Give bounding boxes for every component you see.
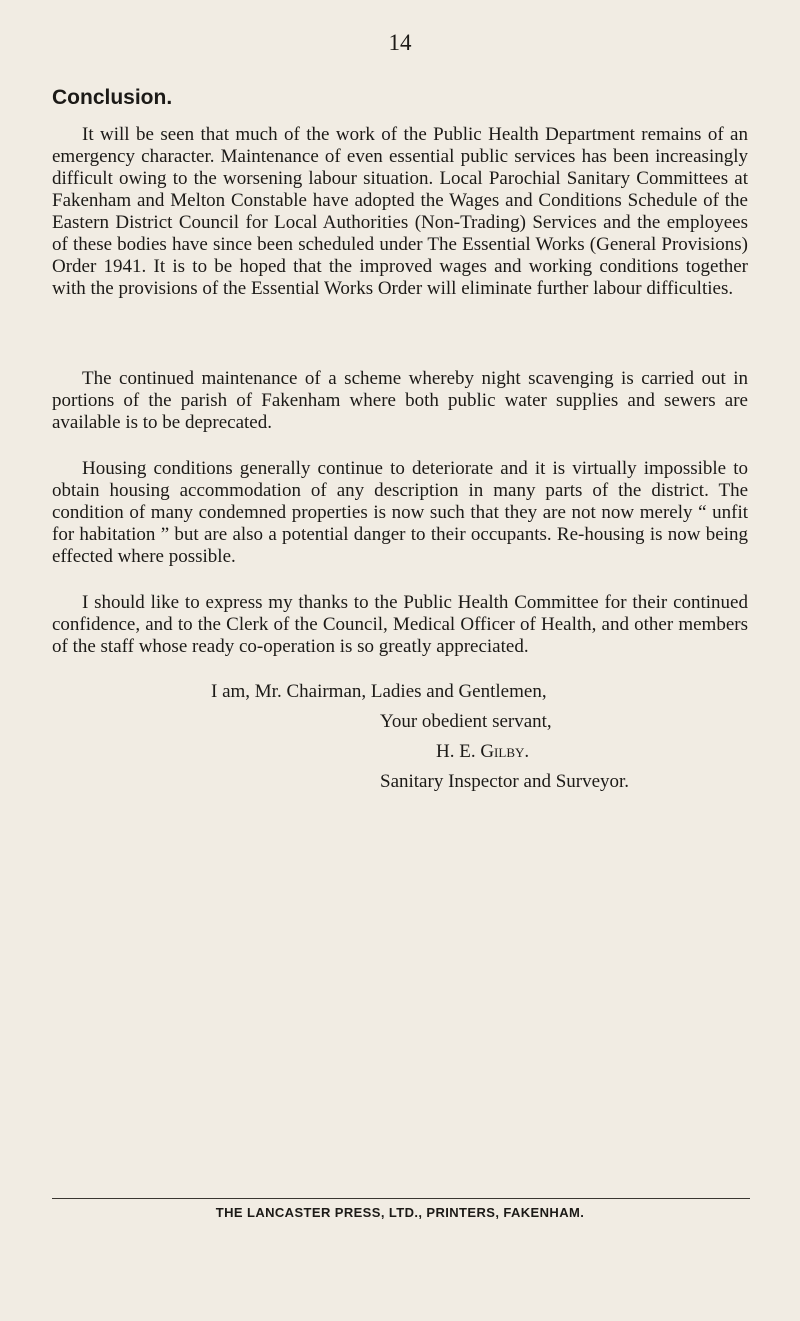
body-paragraph-labour: It will be seen that much of the work of the Public Health Department remains of an emergency character. Maintenance of even essential public services has been increasingly difficult owing to the worsening labour situation. Local Parochial Sanitary Committees at Fakenham and Melton Constable have adopted the Wages and Conditions Schedule of the Eastern District Council for Local Authorities (Non-Trading) Services and the employees of these bodies have since been scheduled under The Essential Works (General Provisions) Order 1941. It is to be hoped that the improved wages and working conditions together with the provisions of the Essential Works Order will eliminate further labour difficulties. — [52, 124, 748, 299]
page-number: 14 — [388, 30, 412, 55]
printer-imprint: THE LANCASTER PRESS, LTD., PRINTERS, FAKENHAM. — [215, 1205, 585, 1220]
body-paragraph-thanks: I should like to express my thanks to the Public Health Committee for their continued confidence, and to the Clerk of the Council, Medical Officer of Health, and other members of the staff whose ready co-operation is so greatly appreciated. — [52, 592, 748, 657]
signatory-title: Sanitary Inspector and Surveyor. — [380, 771, 630, 792]
section-heading: Conclusion. — [52, 86, 173, 109]
signatory-name: H. E. Gilby. — [436, 741, 530, 762]
body-paragraph-scavenging: The continued maintenance of a scheme whereby night scavenging is carried out in portions of the parish of Fakenham where both public water supplies and sewers are available is to be deprecated. — [52, 368, 748, 433]
closing-valediction: Your obedient servant, — [380, 711, 552, 732]
footer-rule — [52, 1198, 750, 1199]
body-paragraph-housing: Housing conditions generally continue to deteriorate and it is virtually impossible to obtain housing accommodation of any description in many parts of the district. The condition of many condemned properties is now such that they are not now merely “ unfit for habitation ” but are also a potential danger to their occupants. Re-housing is now being effected where possible. — [52, 458, 748, 567]
closing-salutation: I am, Mr. Chairman, Ladies and Gentlemen, — [211, 681, 547, 702]
